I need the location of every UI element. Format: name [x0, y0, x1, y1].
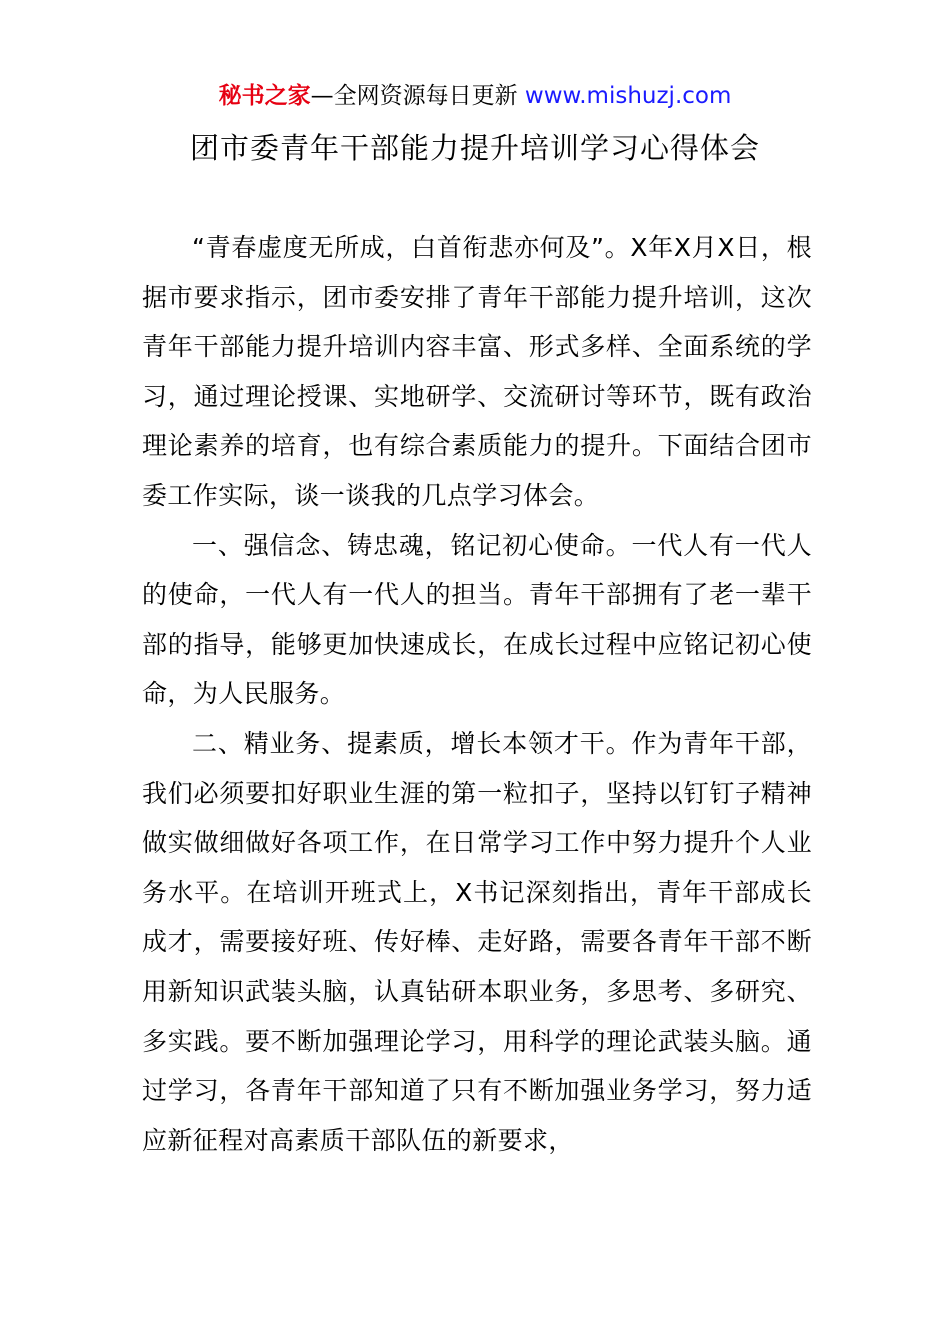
site-header	[0, 80, 950, 112]
paragraph-section-two: 二、精业务、提素质，增长本领才干。作为青年干部，我们必须要扣好职业生涯的第一粒扣子，坚持以钉钉子精神做实做细做好各项工作，在日常学习工作中努力提升个人业务水平。在培训开班式上，X书记深刻指出，青年干部成长成才，需要接好班、传好棒、走好路，需要各青年干部不断用新知识武装头脑，认真钻研本职业务，多思考、多研究、多实践。要不断加强理论学习，用科学的理论武装头脑。通过学习，各青年干部知道了只有不断加强业务学习，努力适应新征程对高素质干部队伍的新要求，	[142, 728, 812, 1155]
paragraph-intro: “青春虚度无所成，白首衔悲亦何及”。X年X月X日，根据市要求指示，团市委安排了青年干部能力提升培训，这次青年干部能力提升培训内容丰富、形式多样、全面系统的学习，通过理论授课、实地研学、交流研讨等环节，既有政治理论素养的培育，也有综合素质能力的提升。下面结合团市委工作实际，谈一谈我的几点学习体会。	[142, 233, 812, 510]
site-url-link[interactable]: www.mishuzj.com	[524, 83, 732, 109]
header-tagline: —全网资源每日更新	[310, 83, 525, 109]
document-title: 团市委青年干部能力提升培训学习心得体会	[189, 131, 760, 165]
paragraph-section-one: 一、强信念、铸忠魂，铭记初心使命。一代人有一代人的使命，一代人有一代人的担当。青年干部拥有了老一辈干部的指导，能够更加快速成长，在成长过程中应铭记初心使命，为人民服务。	[142, 530, 812, 709]
brand-name: 秘书之家	[218, 83, 311, 109]
document-body	[142, 223, 812, 1165]
